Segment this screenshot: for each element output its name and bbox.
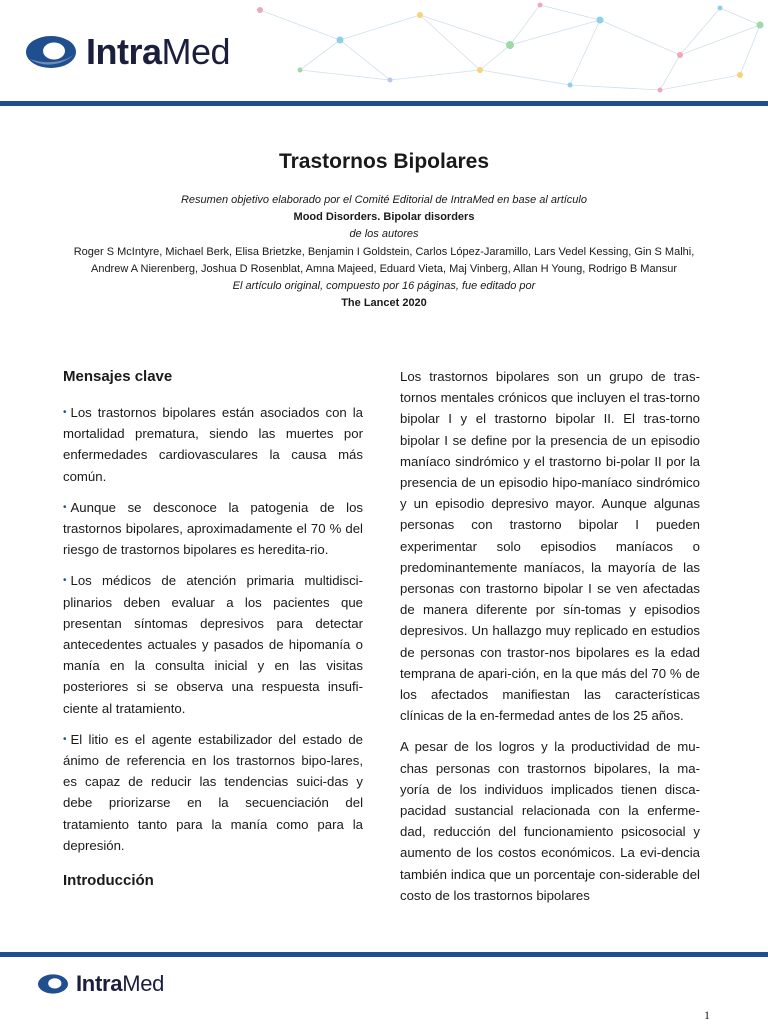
bullet-icon: • <box>63 575 67 587</box>
authors-line-1: Roger S McIntyre, Michael Berk, Elisa Brietzke, Benjamin I Goldstein, Carlos López-Jaramillo, Lars Vedel Kessing, Gin S Malhi, <box>73 245 695 258</box>
footer-divider <box>0 952 768 957</box>
key-messages-heading: Mensajes clave <box>63 368 173 385</box>
key-message-item: • Los médicos de atención primaria multidisci-plinarios deben evaluar a los pacientes que presentan síntomas depresivos para detectar antecedentes actuales y pasados de hipomanía o manía en la consulta inicial y en las visitas posteriores si se observa una respuesta insufi-ciente al tratamiento. <box>63 573 363 716</box>
network-decoration-icon <box>220 0 768 100</box>
footer-logo <box>36 972 164 996</box>
bullet-icon: • <box>63 407 67 418</box>
introduction-heading: Introducción <box>63 872 154 890</box>
right-column <box>400 366 700 916</box>
intramed-logo <box>24 32 230 72</box>
journal-name: The Lancet 2020 <box>341 297 427 310</box>
summary-line: Resumen objetivo elaborado por el Comité Editorial de IntraMed en base al artículo <box>180 194 587 206</box>
intramed-swoosh-icon <box>36 972 70 996</box>
bullet-icon: • <box>63 501 67 513</box>
key-message-item: • Aunque se desconoce la patogenia de los trastornos bipolares, aproximadamente el 70 % del riesgo de trastornos bipolares es heredita-rio. <box>63 499 363 558</box>
bullet-icon: • <box>63 733 67 745</box>
key-message-item: • El litio es el agente estabilizador del estado de ánimo de referencia en los trastornos bipo-lares, es capaz de reducir las tendencias suici-das y debe priorizarse en la secuenciación del tratamiento tanto para la manía como para la depresión. <box>63 731 363 853</box>
page-header <box>0 0 768 108</box>
document-title: Trastornos Bipolares <box>278 150 490 173</box>
body-paragraph: Los trastornos bipolares son un grupo de tras-tornos mentales crónicos que incluyen el tras-torno bipolar I y el trastorno bipolar II. El tras-torno bipolar I se define por la presencia de un episodio maníaco sindrómico y el trastorno bi-polar II por la presencia de un episodio hipo-maníaco sindrómico y un episodio depresivo mayor. Aunque algunas personas con trastorno bipolar I pueden experimentar solo episodios maníacos o predominantemente maníacos, la mayoría de las personas con trastorno bipolar I se ven afectadas de manera diferente por sín-tomas y episodios depresivos. Un hallazgo muy replicado en estudios de personas con trastor-nos bipolares es la edad temprana de apari-ción, en la que más del 70 % de los afectados manifiestan las características clínicas de la en-fermedad antes de los 25 años. <box>400 369 700 724</box>
article-metadata <box>40 192 728 312</box>
page-number: 1 <box>704 1008 710 1022</box>
footer-wordmark: IntraMed <box>76 971 165 996</box>
left-column <box>63 366 363 906</box>
article-title: Mood Disorders. Bipolar disorders <box>293 211 475 224</box>
authors-intro: de los autores <box>349 228 419 241</box>
header-divider <box>0 101 768 106</box>
body-paragraph: A pesar de los logros y la productividad de mu-chas personas con trastornos bipolares, la ma-yoría de los individuos implicados tienen disca-pacidad sustancial relacionada con la enferme-dad, reducción del funcionamiento psicosocial y aumento de los costos económicos. La evi-dencia también indica que un porcentaje con-siderable del costo de los trastornos bipolares <box>400 739 700 903</box>
original-note: El artículo original, compuesto por 16 páginas, fue editado por <box>232 280 536 293</box>
authors-line-2: Andrew A Nierenberg, Joshua D Rosenblat, Amna Majeed, Eduard Vieta, Maj Vinberg, Allan H Young, Rodrigo B Mansur <box>90 262 677 275</box>
logo-wordmark: IntraMed <box>86 31 231 72</box>
key-message-item: • Los trastornos bipolares están asociados con la mortalidad prematura, siendo las muertes por enfermedades cardiovasculares la causa más común. <box>63 405 363 484</box>
intramed-swoosh-icon <box>24 32 78 72</box>
